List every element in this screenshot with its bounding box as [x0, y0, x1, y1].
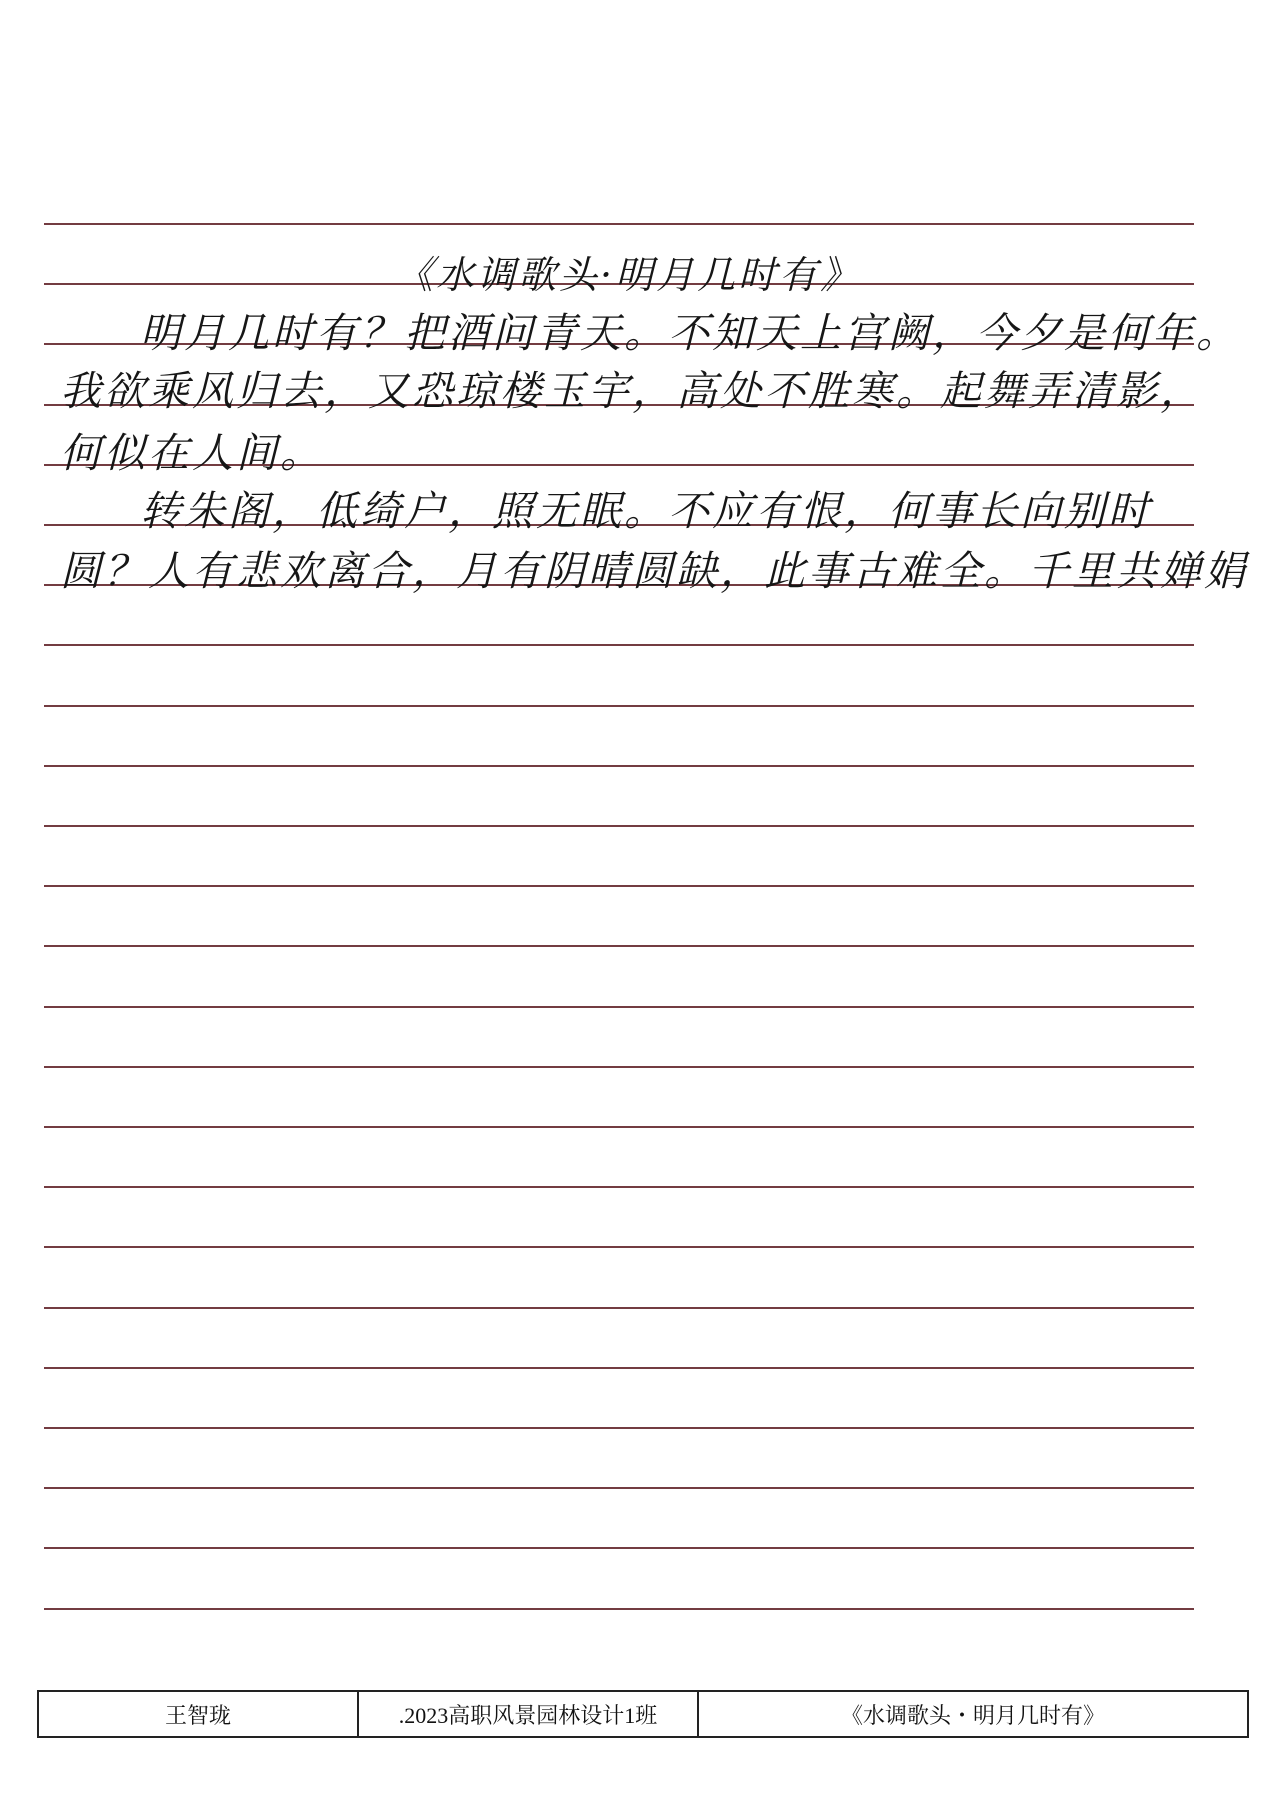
ruled-line	[44, 1608, 1194, 1610]
ruled-line	[44, 1307, 1194, 1309]
ruled-line	[44, 945, 1194, 947]
essay-title: 《水调歌头·明月几时有》	[395, 253, 862, 297]
author-name: 王智珑	[164, 1702, 231, 1728]
ruled-line	[44, 1186, 1194, 1188]
essay-line-5: 圆？人有悲欢离合，月有阴晴圆缺，此事古难全。千里共婵娟	[60, 547, 1248, 595]
class-name: .2023高职风景园林设计1班	[357, 1692, 697, 1736]
info-footer	[37, 1690, 1249, 1738]
work-title: 《水调歌头・明月几时有》	[697, 1692, 1247, 1736]
ruled-line	[44, 825, 1194, 827]
ruled-line	[44, 644, 1194, 646]
ruled-line	[44, 1006, 1194, 1008]
ruled-line	[44, 1547, 1194, 1549]
ruled-line	[44, 705, 1194, 707]
ruled-line	[44, 1367, 1194, 1369]
ruled-line	[44, 885, 1194, 887]
ruled-line	[44, 765, 1194, 767]
essay-line-4: 转朱阁，低绮户，照无眠。不应有恨，何事长向别时	[52, 487, 1152, 535]
ruled-line	[44, 1487, 1194, 1489]
ruled-line	[44, 1246, 1194, 1248]
essay-line-3: 何似在人间。	[60, 429, 324, 477]
ruled-line	[44, 1066, 1194, 1068]
ruled-line	[44, 1126, 1194, 1128]
ruled-line	[44, 223, 1194, 225]
ruled-line	[44, 1427, 1194, 1429]
essay-line-1: 明月几时有？把酒问青天。不知天上宫阙，今夕是何年。	[52, 309, 1240, 357]
essay-line-2: 我欲乘风归去，又恐琼楼玉宇，高处不胜寒。起舞弄清影，	[60, 367, 1204, 415]
